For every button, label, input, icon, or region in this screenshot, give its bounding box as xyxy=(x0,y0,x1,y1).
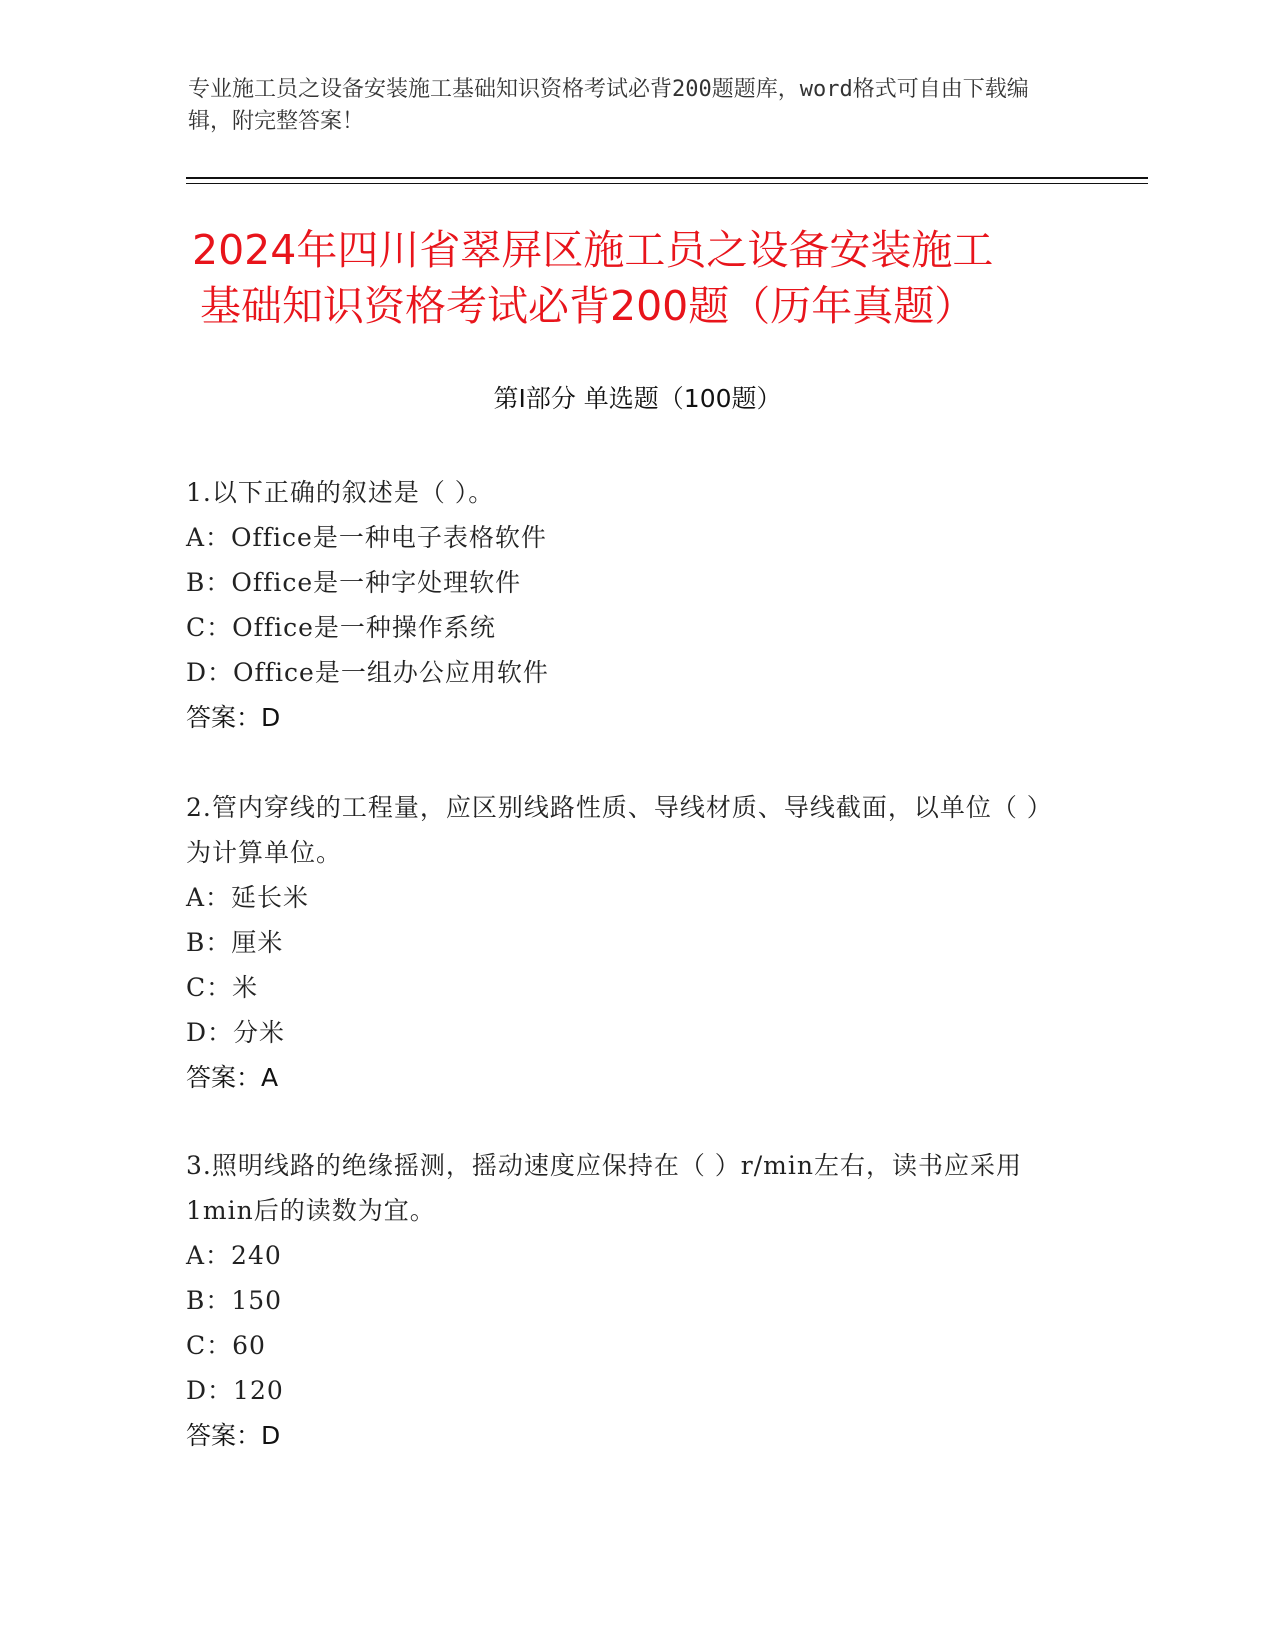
option-b: B：Office是一种字处理软件 xyxy=(186,568,522,597)
option-b: B：150 xyxy=(186,1286,283,1315)
answer: 答案：D xyxy=(186,703,281,732)
question-stem: 3.照明线路的绝缘摇测，摇动速度应保持在（ ）r/min左右，读书应采用1min后的读数为宜。 xyxy=(186,1151,1022,1225)
document-title-line-2: 基础知识资格考试必背200题（历年真题） xyxy=(200,282,976,330)
document-title-line-1: 2024年四川省翠屏区施工员之设备安装施工 xyxy=(192,226,994,274)
question-2 xyxy=(186,785,1066,1100)
answer: 答案：D xyxy=(186,1421,281,1450)
header-divider-thin xyxy=(186,183,1148,184)
header-note: 专业施工员之设备安装施工基础知识资格考试必背200题题库，word格式可自由下载编辑，附完整答案！ xyxy=(188,77,1029,134)
question-1 xyxy=(186,470,1066,740)
option-a: A：Office是一种电子表格软件 xyxy=(186,523,547,552)
question-3 xyxy=(186,1143,1066,1458)
header-divider-thick xyxy=(186,177,1148,179)
option-d: D：分米 xyxy=(186,1018,286,1047)
option-c: C：Office是一种操作系统 xyxy=(186,613,496,642)
option-d: D：120 xyxy=(186,1376,284,1405)
option-c: C：米 xyxy=(186,973,259,1002)
option-b: B：厘米 xyxy=(186,928,284,957)
option-d: D：Office是一组办公应用软件 xyxy=(186,658,549,687)
section-heading: 第I部分 单选题（100题） xyxy=(493,384,782,413)
document-title xyxy=(186,222,1106,334)
option-c: C：60 xyxy=(186,1331,266,1360)
question-stem: 2.管内穿线的工程量，应区别线路性质、导线材质、导线截面，以单位（ ）为计算单位。 xyxy=(186,793,1053,867)
question-stem: 1.以下正确的叙述是（ ）。 xyxy=(186,478,495,507)
answer: 答案：A xyxy=(186,1063,279,1092)
option-a: A：240 xyxy=(186,1241,282,1270)
option-a: A：延长米 xyxy=(186,883,310,912)
